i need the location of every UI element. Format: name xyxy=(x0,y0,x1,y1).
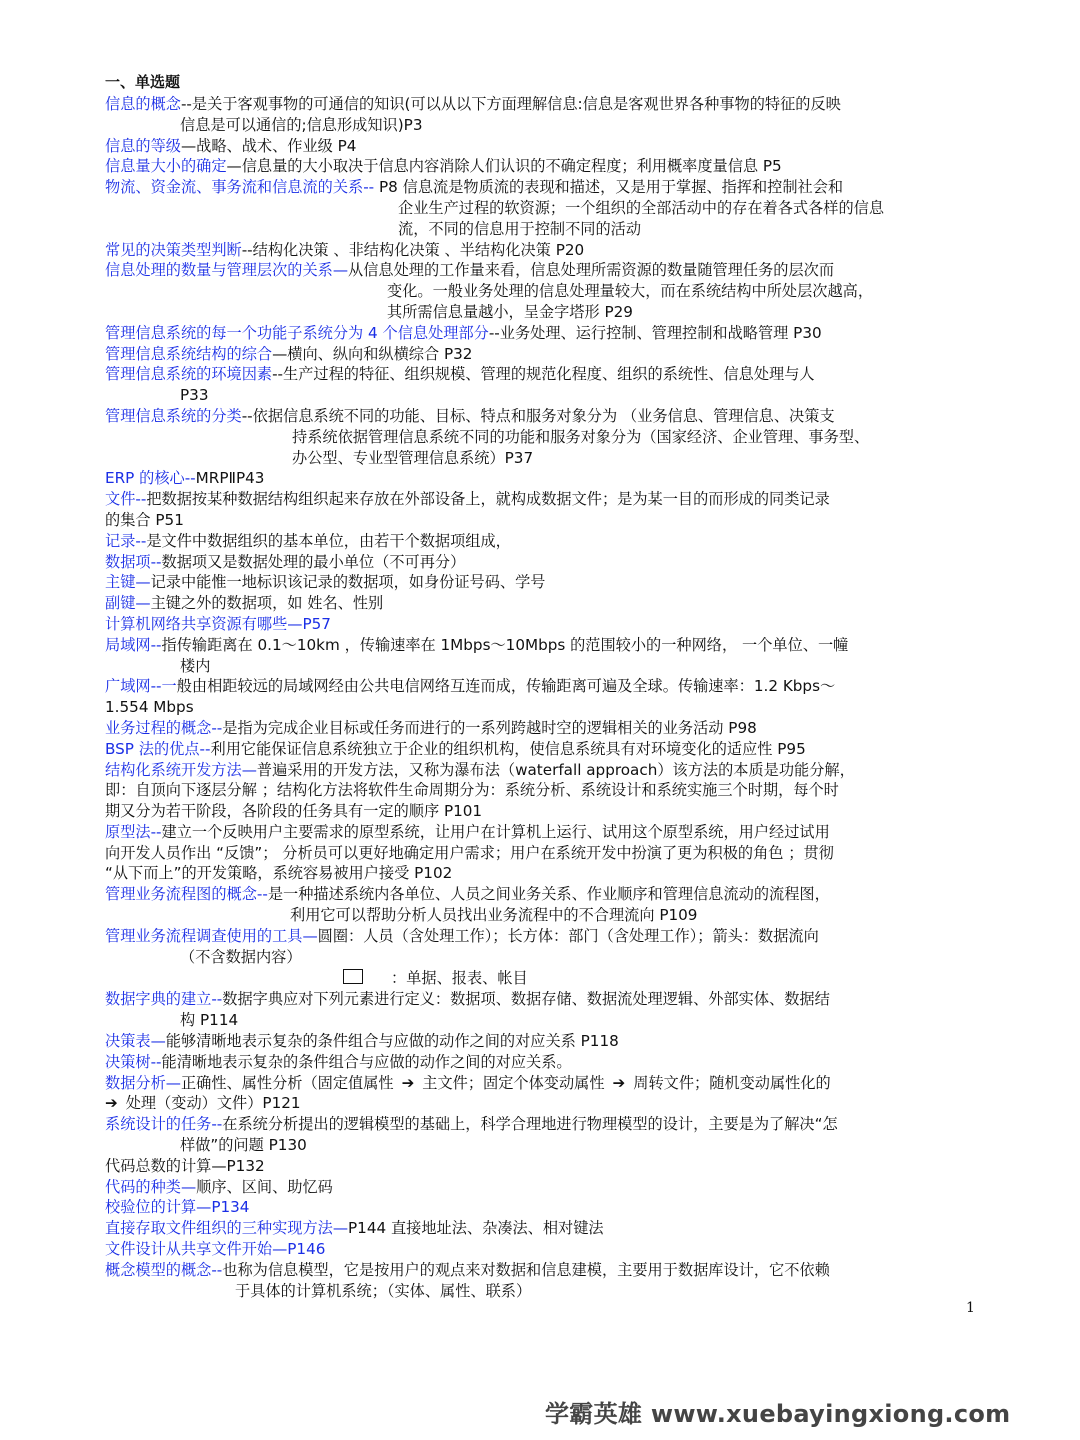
entry-body: —战略、战术、作业级 P4 xyxy=(180,136,357,155)
entry xyxy=(105,177,990,198)
entry-continuation: 即：自顶向下逐层分解 ；结构化方法将软件生命周期分为：系统分析、系统设计和系统实施三个时期，每个时 xyxy=(105,781,839,800)
entry-term: 信息的概念 xyxy=(105,95,181,113)
entry-body: 从信息处理的工作量来看，信息处理所需资源的数量随管理任务的层次而 xyxy=(348,261,834,280)
entry xyxy=(105,489,990,510)
entry-term: 管理业务流程调查使用的工具— xyxy=(105,926,318,945)
entry xyxy=(105,884,990,905)
entry xyxy=(105,926,990,947)
entry-body: --生产过程的特征、组织规模、管理的规范化程度、组织的系统性、信息处理与人 xyxy=(272,365,815,384)
entry-term: 管理信息系统的环境因素 xyxy=(105,365,273,384)
entry-body: MRPⅡP43 xyxy=(195,469,265,488)
entry xyxy=(105,635,990,656)
entry xyxy=(105,593,990,614)
entry-term: 管理信息系统结构的综合 xyxy=(105,344,273,363)
entry-continuation xyxy=(105,1093,990,1114)
entry-term: 广域网--一 xyxy=(105,677,177,696)
entry-body-part: 周转文件；随机变动属性化的 xyxy=(633,1073,831,1092)
rectangle-symbol-icon xyxy=(343,969,363,984)
entry-body: 正确性、属性分析（固定值属性 xyxy=(180,1073,394,1092)
entry xyxy=(105,718,990,739)
entry-body: --是关于客观事物的可通信的知识(可以从以下方面理解信息:信息是客观世界各种事物的特征的反映 xyxy=(180,95,841,113)
shape-legend-text: ：单据、报表、帐目 xyxy=(391,969,528,988)
entry-term: 代码的种类— xyxy=(105,1177,197,1196)
entry-body: 能够清晰地表示复杂的条件组合与应做的动作之间的对应关系 P118 xyxy=(165,1032,619,1051)
entry xyxy=(105,760,990,781)
page-number: 1 xyxy=(966,1300,975,1316)
entry-body: 记录中能惟一地标识该记录的数据项，如身份证号码、学号 xyxy=(150,573,546,592)
entry-continuation: 办公型、专业型管理信息系统）P37 xyxy=(292,448,534,467)
entry-term: 副键— xyxy=(105,594,151,613)
entry-term: 决策树-- xyxy=(105,1052,162,1071)
entry xyxy=(105,1031,990,1052)
entry-term: 管理信息系统的每一个功能子系统分为 4 个信息处理部分 xyxy=(105,323,489,342)
entry-term: 管理业务流程图的概念-- xyxy=(105,885,268,904)
entry xyxy=(105,406,990,427)
right-arrow-icon: ➔ xyxy=(612,1073,626,1092)
entry-term: 原型法-- xyxy=(105,822,162,841)
entry-body: P144 直接地址法、杂凑法、相对键法 xyxy=(348,1219,604,1238)
entry-body: 能清晰地表示复杂的条件组合与应做的动作之间的对应关系。 xyxy=(161,1052,572,1071)
entry-body: --结构化决策 、非结构化决策 、半结构化决策 P20 xyxy=(241,240,585,259)
entry-term: 校验位的计算—P134 xyxy=(105,1198,250,1217)
entry xyxy=(105,1114,990,1135)
entry-continuation: 楼内 xyxy=(180,656,211,675)
entry xyxy=(105,739,990,760)
entry-body: 数据字典应对下列元素进行定义：数据项、数据存储、数据流处理逻辑、外部实体、数据结 xyxy=(222,990,830,1009)
entry-term: 常见的决策类型判断 xyxy=(105,240,242,259)
entry-term: 计算机网络共享资源有哪些—P57 xyxy=(105,614,331,633)
entry-body: —横向、纵向和纵横综合 P32 xyxy=(272,344,473,363)
entry-continuation: 期又分为若干阶段，各阶段的任务具有一定的顺序 P101 xyxy=(105,802,483,821)
entry-term: 物流、资金流、事务流和信息流的关系-- xyxy=(105,178,375,197)
section-heading: 一、单选题 xyxy=(105,73,181,91)
entry-term: 数据字典的建立-- xyxy=(105,990,223,1009)
entry-continuation: 流，不同的信息用于控制不同的活动 xyxy=(398,219,641,238)
entry-continuation: P33 xyxy=(180,386,209,405)
entry-term: BSP 法的优点-- xyxy=(105,739,211,758)
entry-continuation: 变化。一般业务处理的信息处理量较大，而在系统结构中所处层次越高， xyxy=(387,282,873,301)
entry-body: 是一种描述系统内各单位、人员之间业务关系、作业顺序和管理信息流动的流程图， xyxy=(267,885,830,904)
entry xyxy=(105,1218,990,1239)
entry-body: 指传输距离在 0.1～10km ，传输速率在 1Mbps～10Mbps 的范围较小的一种网络， 一个单位、一幢 xyxy=(161,635,849,654)
entry-body: —信息量的大小取决于信息内容消除人们认识的不确定程度；利用概率度量信息 P5 xyxy=(226,157,782,176)
entry-continuation: 向开发人员作出 “反馈”； 分析员可以更好地确定用户需求；用户在系统开发中扮演了更为积极的角色 ；贯彻 xyxy=(105,843,834,862)
entry xyxy=(105,364,990,385)
entry-term: 文件-- xyxy=(105,490,147,509)
entry-continuation: 利用它可以帮助分析人员找出业务流程中的不合理流向 P109 xyxy=(290,906,698,925)
right-arrow-icon: ➔ xyxy=(105,1094,118,1113)
entry xyxy=(105,323,990,344)
entry xyxy=(105,1239,990,1260)
entry-continuation: 于具体的计算机系统；（实体、属性、联系） xyxy=(235,1281,532,1300)
entry-body: 利用它能保证信息系统独立于企业的组织机构，使信息系统具有对环境变化的适应性 P95 xyxy=(210,739,806,758)
entry-body: 数据项又是数据处理的最小单位（不可再分） xyxy=(161,552,466,571)
entry-term: 业务过程的概念-- xyxy=(105,718,223,737)
entry-term: 信息处理的数量与管理层次的关系— xyxy=(105,261,348,280)
entry-term: 主键— xyxy=(105,573,151,592)
entry-continuation: 1.554 Mbps xyxy=(105,698,194,717)
entry-term: 结构化系统开发方法— xyxy=(105,760,257,779)
right-arrow-icon: ➔ xyxy=(401,1073,415,1092)
entry-body: 顺序、区间、助忆码 xyxy=(196,1177,333,1196)
entry-term: 文件设计从共享文件开始—P146 xyxy=(105,1240,326,1259)
entry xyxy=(105,94,990,115)
entry xyxy=(105,1177,990,1198)
entry-term: 信息量大小的确定 xyxy=(105,157,227,176)
entry-term: 数据项-- xyxy=(105,552,162,571)
entry-term: 系统设计的任务-- xyxy=(105,1115,223,1134)
entry-body: --业务处理、运行控制、管理控制和战略管理 P30 xyxy=(488,323,822,342)
watermark-text: 学霸英雄 www.xuebayingxiong.com xyxy=(545,1400,1011,1428)
entry-continuation-text: 处理（变动）文件）P121 xyxy=(125,1094,301,1113)
entry xyxy=(105,156,990,177)
entry-term: 信息的等级 xyxy=(105,136,181,155)
entry xyxy=(105,136,990,157)
entry-term: 数据分析— xyxy=(105,1073,181,1092)
entry xyxy=(105,572,990,593)
entry-body: 建立一个反映用户主要需求的原型系统，让用户在计算机上运行、试用这个原型系统，用户经过试用 xyxy=(161,822,830,841)
entry-body: 主键之外的数据项，如 姓名、性别 xyxy=(150,594,384,613)
entry xyxy=(105,676,990,697)
entry-continuation: 企业生产过程的软资源；一个组织的全部活动中的存在着各式各样的信息 xyxy=(398,198,884,217)
entry-term: 直接存取文件组织的三种实现方法— xyxy=(105,1219,348,1238)
entry-body: 把数据按某种数据结构组织起来存放在外部设备上，就构成数据文件；是为某一目的而形成的同类记录 xyxy=(146,490,830,509)
entry-term: 概念模型的概念-- xyxy=(105,1260,223,1279)
entry-term: 记录-- xyxy=(105,531,147,550)
entry-continuation: “从下而上”的开发策略，系统容易被用户接受 P102 xyxy=(105,864,453,883)
entry-body: 是文件中数据组织的基本单位，由若干个数据项组成， xyxy=(146,531,511,550)
entry-continuation: 持系统依据管理信息系统不同的功能和服务对象分为（国家经济、企业管理、事务型、 xyxy=(292,427,870,446)
entry-term: 决策表— xyxy=(105,1032,166,1051)
entry-body: 普遍采用的开发方法，又称为瀑布法（waterfall approach）该方法的本质是功能分解， xyxy=(256,760,855,779)
entry xyxy=(105,240,990,261)
entry-body: 般由相距较远的局域网经由公共电信网络互连而成，传输距离可遍及全球。传输速率：1.2 Kbps～ xyxy=(176,677,836,696)
shape-legend-line xyxy=(105,967,990,989)
entry xyxy=(105,614,990,635)
entry-body-part: 主文件；固定个体变动属性 xyxy=(422,1073,605,1092)
entry-term: ERP 的核心-- xyxy=(105,469,196,488)
entry-body: 是指为完成企业目标或任务而进行的一系列跨越时空的逻辑相关的业务活动 P98 xyxy=(222,718,757,737)
entry xyxy=(105,1073,990,1094)
entry xyxy=(105,531,990,552)
entry xyxy=(105,989,990,1010)
entry xyxy=(105,552,990,573)
entry-continuation: 样做”的问题 P130 xyxy=(180,1136,307,1155)
entry-continuation: 其所需信息量越小，呈金字塔形 P29 xyxy=(387,302,633,321)
entry xyxy=(105,1260,990,1281)
entry xyxy=(105,344,990,365)
entry-body: 圆圈：人员（含处理工作）；长方体：部门（含处理工作）；箭头：数据流向 xyxy=(317,926,819,945)
entry-continuation: （不含数据内容） xyxy=(180,947,302,966)
entry-body: 在系统分析提出的逻辑模型的基础上，科学合理地进行物理模型的设计，主要是为了解决“怎 xyxy=(222,1115,838,1134)
entry-term: 管理信息系统的分类 xyxy=(105,406,242,425)
entry xyxy=(105,1052,990,1073)
entry-body: 也称为信息模型，它是按用户的观点来对数据和信息建模，主要用于数据库设计，它不依赖 xyxy=(222,1260,830,1279)
entry xyxy=(105,1197,990,1218)
entry xyxy=(105,260,990,281)
entry-continuation: 的集合 P51 xyxy=(105,510,184,529)
entry-continuation: 构 P114 xyxy=(180,1011,239,1030)
entry-body: P8 信息流是物质流的表现和描述，又是用于掌握、指挥和控制社会和 xyxy=(374,178,844,197)
entry-plain: 代码总数的计算—P132 xyxy=(105,1156,265,1175)
entry-continuation: 信息是可以通信的;信息形成知识)P3 xyxy=(180,115,423,134)
document-content xyxy=(105,72,990,1301)
entry xyxy=(105,468,990,489)
entry-body: --依据信息系统不同的功能、目标、特点和服务对象分为 （业务信息、管理信息、决策支 xyxy=(241,406,835,425)
entry-term: 局域网-- xyxy=(105,635,162,654)
entry xyxy=(105,822,990,843)
